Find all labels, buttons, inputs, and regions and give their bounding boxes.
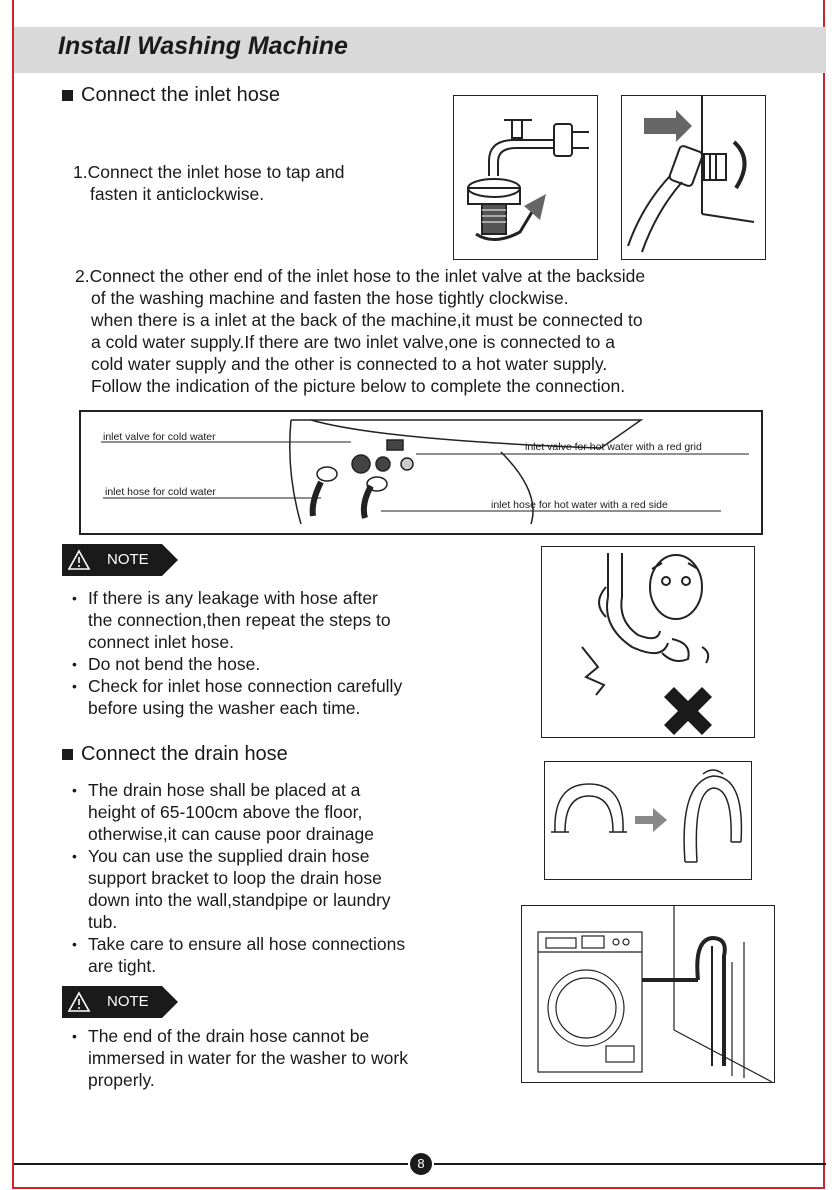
list-item	[72, 675, 402, 719]
list-line: • The drain hose shall be placed at a	[88, 780, 361, 800]
label-hot-hose: inlet hose for hot water with a red side	[491, 499, 668, 511]
list-line: • If there is any leakage with hose after	[88, 588, 378, 608]
list-line: • Do not bend the hose.	[88, 654, 261, 674]
list-item	[72, 587, 402, 653]
drain-section-heading	[62, 743, 288, 766]
label-cold-valve: inlet valve for cold water	[103, 431, 216, 443]
list-line: otherwise,it can cause poor drainage	[88, 824, 375, 844]
list-line: before using the washer each time.	[88, 698, 361, 718]
step1-line: fasten it anticlockwise.	[90, 184, 265, 204]
valve-illustration	[622, 96, 765, 259]
list-line: down into the wall,standpipe or laundry	[88, 890, 391, 910]
inlet-valve-diagram	[79, 410, 763, 535]
inlet-section-heading	[62, 84, 280, 107]
washer-drain-illustration	[522, 906, 774, 1082]
label-cold-hose: inlet hose for cold water	[105, 486, 216, 498]
step2-line: of the washing machine and fasten the hose tightly clockwise.	[91, 288, 569, 308]
list-line: • Take care to ensure all hose connections	[88, 934, 406, 954]
step2-line: a cold water supply.If there are two inlet valve,one is connected to a	[91, 332, 616, 352]
tap-connection-image	[453, 95, 598, 260]
list-item	[72, 653, 402, 675]
step2-line: Follow the indication of the picture below to complete the connection.	[91, 376, 626, 396]
washer-drain-image	[521, 905, 775, 1083]
step2-line: 2.Connect the other end of the inlet hose to the inlet valve at the backside	[75, 266, 646, 286]
note-label: NOTE	[107, 993, 149, 1010]
note-label: NOTE	[107, 551, 149, 568]
list-line: immersed in water for the washer to work	[88, 1048, 408, 1068]
note-badge	[62, 544, 179, 576]
list-item	[72, 933, 405, 977]
drain-list	[72, 779, 405, 977]
list-line: support bracket to loop the drain hose	[88, 868, 382, 888]
label-hot-valve: inlet valve for hot water with a red grid	[525, 441, 702, 453]
list-line: the connection,then repeat the steps to	[88, 610, 391, 630]
list-line: • You can use the supplied drain hose	[88, 846, 370, 866]
list-line: properly.	[88, 1070, 155, 1090]
list-item	[72, 1025, 408, 1091]
square-bullet-icon	[62, 90, 73, 101]
note-badge	[62, 986, 179, 1018]
page-number: 8	[410, 1153, 432, 1175]
inlet-step-1	[73, 161, 344, 205]
drain-bracket-image	[544, 761, 752, 880]
footer-rule-right	[434, 1163, 826, 1165]
drain-bracket-illustration	[545, 762, 751, 879]
bent-hose-illustration	[542, 547, 754, 737]
note2-list	[72, 1025, 408, 1091]
list-line: are tight.	[88, 956, 157, 976]
list-line: • Check for inlet hose connection carefully	[88, 676, 403, 696]
step2-line: cold water supply and the other is connected to a hot water supply.	[91, 354, 608, 374]
list-item	[72, 779, 405, 845]
footer-rule-left	[14, 1163, 408, 1165]
list-line: height of 65-100cm above the floor,	[88, 802, 363, 822]
inlet-heading-text: Connect the inlet hose	[81, 84, 281, 106]
note1-list	[72, 587, 402, 719]
step1-line: 1.Connect the inlet hose to tap and	[73, 162, 345, 182]
drain-heading-text: Connect the drain hose	[81, 743, 288, 765]
bent-hose-warning-image	[541, 546, 755, 738]
list-line: • The end of the drain hose cannot be	[88, 1026, 370, 1046]
list-line: tub.	[88, 912, 118, 932]
tap-illustration	[454, 96, 597, 259]
valve-connection-image	[621, 95, 766, 260]
list-line: connect inlet hose.	[88, 632, 234, 652]
square-bullet-icon	[62, 749, 73, 760]
list-item	[72, 845, 405, 933]
step2-line: when there is a inlet at the back of the machine,it must be connected to	[91, 310, 643, 330]
inlet-step-2	[75, 265, 645, 397]
page-title: Install Washing Machine	[58, 32, 348, 60]
